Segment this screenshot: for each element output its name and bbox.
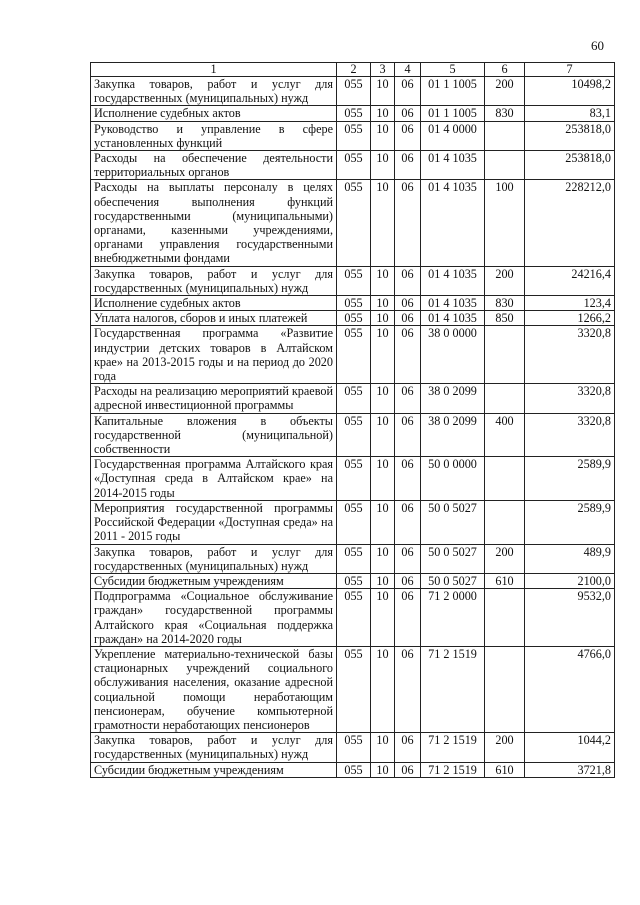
subsection-code-cell: 06 [395, 121, 421, 150]
ministry-code-cell: 055 [337, 121, 371, 150]
expense-type-cell [485, 589, 525, 647]
amount-cell: 24216,4 [525, 266, 615, 295]
table-row [91, 762, 615, 777]
target-article-cell: 01 4 0000 [421, 121, 485, 150]
target-article-cell: 01 4 1035 [421, 311, 485, 326]
expense-type-cell: 200 [485, 266, 525, 295]
amount-cell: 10498,2 [525, 77, 615, 106]
table-row [91, 573, 615, 588]
header-col-5: 5 [421, 63, 485, 77]
expense-type-cell: 830 [485, 296, 525, 311]
expense-type-cell [485, 500, 525, 544]
subsection-code-cell: 06 [395, 326, 421, 384]
ministry-code-cell: 055 [337, 544, 371, 573]
target-article-cell: 71 2 1519 [421, 733, 485, 762]
header-col-4: 4 [395, 63, 421, 77]
section-code-cell: 10 [371, 457, 395, 501]
table-row [91, 296, 615, 311]
amount-cell: 253818,0 [525, 121, 615, 150]
table-row [91, 413, 615, 457]
table-body [91, 77, 615, 778]
ministry-code-cell: 055 [337, 77, 371, 106]
table-row [91, 151, 615, 180]
amount-cell: 83,1 [525, 106, 615, 121]
expense-name-cell: Капитальные вложения в объекты государственной (муниципальной) собственности [91, 413, 337, 457]
subsection-code-cell: 06 [395, 311, 421, 326]
ministry-code-cell: 055 [337, 106, 371, 121]
header-col-3: 3 [371, 63, 395, 77]
table-row [91, 180, 615, 266]
subsection-code-cell: 06 [395, 296, 421, 311]
subsection-code-cell: 06 [395, 762, 421, 777]
table-row [91, 77, 615, 106]
expense-type-cell: 850 [485, 311, 525, 326]
ministry-code-cell: 055 [337, 266, 371, 295]
table-row [91, 326, 615, 384]
section-code-cell: 10 [371, 646, 395, 732]
target-article-cell: 71 2 1519 [421, 762, 485, 777]
section-code-cell: 10 [371, 106, 395, 121]
ministry-code-cell: 055 [337, 311, 371, 326]
amount-cell: 4766,0 [525, 646, 615, 732]
amount-cell: 228212,0 [525, 180, 615, 266]
subsection-code-cell: 06 [395, 77, 421, 106]
budget-table [90, 62, 615, 778]
target-article-cell: 38 0 2099 [421, 384, 485, 413]
expense-type-cell: 200 [485, 77, 525, 106]
ministry-code-cell: 055 [337, 384, 371, 413]
section-code-cell: 10 [371, 151, 395, 180]
ministry-code-cell: 055 [337, 151, 371, 180]
amount-cell: 3721,8 [525, 762, 615, 777]
subsection-code-cell: 06 [395, 106, 421, 121]
expense-type-cell: 400 [485, 413, 525, 457]
section-code-cell: 10 [371, 573, 395, 588]
expense-name-cell: Закупка товаров, работ и услуг для государственных (муниципальных) нужд [91, 544, 337, 573]
target-article-cell: 50 0 5027 [421, 544, 485, 573]
target-article-cell: 50 0 0000 [421, 457, 485, 501]
section-code-cell: 10 [371, 311, 395, 326]
section-code-cell: 10 [371, 589, 395, 647]
subsection-code-cell: 06 [395, 266, 421, 295]
expense-type-cell: 610 [485, 573, 525, 588]
subsection-code-cell: 06 [395, 733, 421, 762]
amount-cell: 123,4 [525, 296, 615, 311]
expense-name-cell: Мероприятия государственной программы Российской Федерации «Доступная среда» на 2011 - 2015 годы [91, 500, 337, 544]
expense-type-cell [485, 326, 525, 384]
section-code-cell: 10 [371, 326, 395, 384]
ministry-code-cell: 055 [337, 457, 371, 501]
amount-cell: 1266,2 [525, 311, 615, 326]
expense-name-cell: Исполнение судебных актов [91, 106, 337, 121]
subsection-code-cell: 06 [395, 151, 421, 180]
ministry-code-cell: 055 [337, 326, 371, 384]
expense-type-cell: 100 [485, 180, 525, 266]
page-number: 60 [591, 38, 604, 53]
expense-type-cell [485, 121, 525, 150]
target-article-cell: 01 1 1005 [421, 77, 485, 106]
section-code-cell: 10 [371, 544, 395, 573]
section-code-cell: 10 [371, 733, 395, 762]
target-article-cell: 01 4 1035 [421, 266, 485, 295]
expense-type-cell [485, 151, 525, 180]
expense-name-cell: Укрепление материально-технической базы стационарных учреждений социального обслуживания населения, оказание адресной социальной помощи неработающим пенсионерам, обучение компьютерной грамотности неработающих пенсионеров [91, 646, 337, 732]
section-code-cell: 10 [371, 384, 395, 413]
header-col-6: 6 [485, 63, 525, 77]
header-row [91, 63, 615, 77]
subsection-code-cell: 06 [395, 589, 421, 647]
ministry-code-cell: 055 [337, 180, 371, 266]
subsection-code-cell: 06 [395, 573, 421, 588]
amount-cell: 3320,8 [525, 326, 615, 384]
expense-type-cell: 610 [485, 762, 525, 777]
table-row [91, 457, 615, 501]
expense-name-cell: Закупка товаров, работ и услуг для государственных (муниципальных) нужд [91, 77, 337, 106]
expense-name-cell: Уплата налогов, сборов и иных платежей [91, 311, 337, 326]
target-article-cell: 50 0 5027 [421, 500, 485, 544]
header-col-2: 2 [337, 63, 371, 77]
subsection-code-cell: 06 [395, 457, 421, 501]
section-code-cell: 10 [371, 413, 395, 457]
amount-cell: 2100,0 [525, 573, 615, 588]
target-article-cell: 01 1 1005 [421, 106, 485, 121]
amount-cell: 3320,8 [525, 384, 615, 413]
target-article-cell: 38 0 2099 [421, 413, 485, 457]
expense-type-cell [485, 457, 525, 501]
expense-name-cell: Государственная программа «Развитие индустрии детских товаров в Алтайском крае» на 2013-2015 годы и на период до 2020 года [91, 326, 337, 384]
amount-cell: 253818,0 [525, 151, 615, 180]
table-row [91, 311, 615, 326]
subsection-code-cell: 06 [395, 646, 421, 732]
target-article-cell: 38 0 0000 [421, 326, 485, 384]
subsection-code-cell: 06 [395, 544, 421, 573]
section-code-cell: 10 [371, 121, 395, 150]
target-article-cell: 71 2 1519 [421, 646, 485, 732]
expense-name-cell: Расходы на обеспечение деятельности территориальных органов [91, 151, 337, 180]
table-row [91, 121, 615, 150]
header-col-7: 7 [525, 63, 615, 77]
table-row [91, 266, 615, 295]
expense-name-cell: Расходы на выплаты персоналу в целях обеспечения выполнения функций государственными (муниципальными) органами, казенными учреждениями, органами управления государственными внебюджетными фондами [91, 180, 337, 266]
section-code-cell: 10 [371, 180, 395, 266]
section-code-cell: 10 [371, 500, 395, 544]
target-article-cell: 01 4 1035 [421, 180, 485, 266]
amount-cell: 489,9 [525, 544, 615, 573]
expense-name-cell: Субсидии бюджетным учреждениям [91, 762, 337, 777]
amount-cell: 1044,2 [525, 733, 615, 762]
table-row [91, 733, 615, 762]
ministry-code-cell: 055 [337, 762, 371, 777]
amount-cell: 9532,0 [525, 589, 615, 647]
expense-type-cell: 830 [485, 106, 525, 121]
table-row [91, 646, 615, 732]
amount-cell: 2589,9 [525, 457, 615, 501]
subsection-code-cell: 06 [395, 413, 421, 457]
ministry-code-cell: 055 [337, 500, 371, 544]
expense-type-cell [485, 646, 525, 732]
ministry-code-cell: 055 [337, 646, 371, 732]
table-row [91, 544, 615, 573]
target-article-cell: 01 4 1035 [421, 296, 485, 311]
table-row [91, 500, 615, 544]
expense-name-cell: Закупка товаров, работ и услуг для государственных (муниципальных) нужд [91, 266, 337, 295]
ministry-code-cell: 055 [337, 413, 371, 457]
amount-cell: 3320,8 [525, 413, 615, 457]
table-row [91, 106, 615, 121]
expense-name-cell: Государственная программа Алтайского края «Доступная среда в Алтайском крае» на 2014-2015 годы [91, 457, 337, 501]
section-code-cell: 10 [371, 762, 395, 777]
subsection-code-cell: 06 [395, 180, 421, 266]
expense-type-cell: 200 [485, 544, 525, 573]
expense-name-cell: Подпрограмма «Социальное обслуживание граждан» государственной программы Алтайского края «Социальная поддержка граждан» на 2014-2020 годы [91, 589, 337, 647]
section-code-cell: 10 [371, 77, 395, 106]
expense-name-cell: Закупка товаров, работ и услуг для государственных (муниципальных) нужд [91, 733, 337, 762]
expense-name-cell: Исполнение судебных актов [91, 296, 337, 311]
target-article-cell: 01 4 1035 [421, 151, 485, 180]
ministry-code-cell: 055 [337, 589, 371, 647]
section-code-cell: 10 [371, 266, 395, 295]
header-col-1: 1 [91, 63, 337, 77]
section-code-cell: 10 [371, 296, 395, 311]
ministry-code-cell: 055 [337, 573, 371, 588]
expense-name-cell: Субсидии бюджетным учреждениям [91, 573, 337, 588]
target-article-cell: 71 2 0000 [421, 589, 485, 647]
expense-name-cell: Руководство и управление в сфере установленных функций [91, 121, 337, 150]
target-article-cell: 50 0 5027 [421, 573, 485, 588]
subsection-code-cell: 06 [395, 500, 421, 544]
expense-name-cell: Расходы на реализацию мероприятий краевой адресной инвестиционной программы [91, 384, 337, 413]
expense-type-cell: 200 [485, 733, 525, 762]
amount-cell: 2589,9 [525, 500, 615, 544]
ministry-code-cell: 055 [337, 733, 371, 762]
table-row [91, 589, 615, 647]
ministry-code-cell: 055 [337, 296, 371, 311]
expense-type-cell [485, 384, 525, 413]
subsection-code-cell: 06 [395, 384, 421, 413]
table-row [91, 384, 615, 413]
